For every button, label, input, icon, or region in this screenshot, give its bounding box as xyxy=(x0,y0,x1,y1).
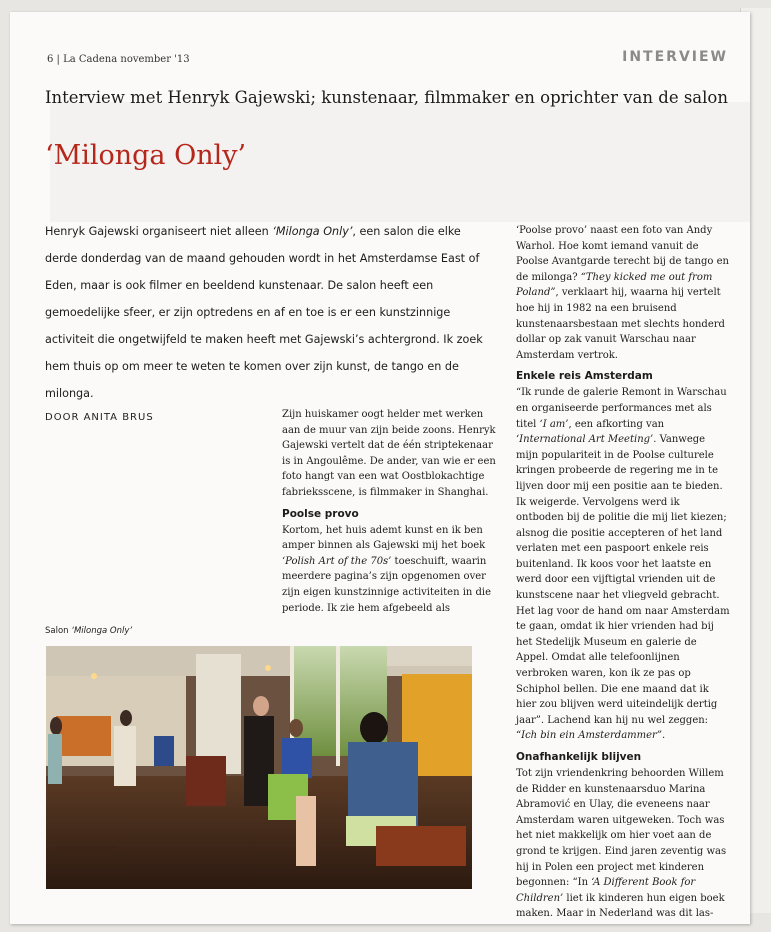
article-title: ‘Milonga Only’ xyxy=(45,140,247,171)
column-right xyxy=(516,223,730,922)
caption-salon-name: ‘Milonga Only’ xyxy=(71,626,133,636)
photo-caption xyxy=(45,626,132,636)
quote: “Ich bin ein Amsterdammer” xyxy=(516,730,662,742)
text-run: , verklaart hij, waarna hij vertelt hoe hij in 1982 na een bruisend kunstenaarsbestaan met slechts honderd dollar op zak vanuit Warschau naar Amsterdam vertrok. xyxy=(516,287,725,361)
paragraph xyxy=(516,223,730,363)
abbreviation-meaning: ‘International Art Meeting’ xyxy=(516,434,654,446)
column-middle xyxy=(282,407,496,616)
intro-salon-name: ‘Milonga Only’ xyxy=(272,225,353,238)
section-heading: Enkele reis Amsterdam xyxy=(516,370,653,383)
text-run: liet ik kinderen hun eigen boek maken. Maar in Nederland was dit las- xyxy=(516,892,725,920)
text-run: toeschuift, waarin meerdere pagina’s zijn opgenomen over zijn eigen kunstzinnige activiteiten in die periode. Ik zie hem afgebeeld als xyxy=(282,555,492,614)
section-heading: Onafhankelijk blijven xyxy=(516,751,642,763)
intro-text-2: , een salon die elke derde donderdag van de maand gehouden wordt in het Amsterdamse East of Eden, maar is ook filmer en beeldend kunstenaar. De salon heeft een gemoedelijke sfeer, er zijn optredens en af en toe is er een kunstzinnige activiteit die ongetwijfeld te maken heeft met Gajewski’s achtergrond. Ik zoek hem thuis op om meer te weten te komen over zijn kunst, de tango en de milonga. xyxy=(45,225,483,400)
intro-text-1: Henryk Gajewski organiseert niet alleen xyxy=(45,225,273,238)
intro-paragraph xyxy=(45,218,485,407)
section-label: INTERVIEW xyxy=(622,49,728,65)
article-subtitle: Interview met Henryk Gajewski; kunstenaar, filmmaker en oprichter van de salon xyxy=(45,88,728,107)
text-run: Kortom, het huis ademt kunst en ik ben amper binnen als Gajewski mij het boek xyxy=(282,524,486,552)
page-info: 6 | La Cadena november '13 xyxy=(47,54,190,65)
text-run: ‘Poolse provo’ naast een foto van Andy Warhol. Hoe komt iemand vanuit de Poolse Avantgarde terecht bij de tango en de milonga? xyxy=(516,225,729,283)
paragraph xyxy=(516,385,730,744)
text-run: , een afkorting van xyxy=(568,418,665,430)
paragraph: Zijn huiskamer oogt helder met werken aan de muur van zijn beide zoons. Henryk Gajewski vertelt dat de één striptekenaar is in Angoulême. De ander, van wie er een foto hangt van een wat Oostblokachtige fabrieksscene, is filmmaker in Shanghai. xyxy=(282,409,496,498)
quote: “They kicked me out from Poland” xyxy=(516,271,713,299)
byline: DOOR ANITA BRUS xyxy=(45,412,154,423)
paragraph xyxy=(282,523,496,617)
book-title: ‘Polish Art of the 70s’ xyxy=(282,555,392,567)
caption-prefix: Salon xyxy=(45,626,72,636)
performance-title: ‘I am’ xyxy=(539,418,569,430)
text-run: Tot zijn vriendenkring behoorden Willem de Ridder en kunstenaarsduo Marina Abramović en Ulay, die eveneens naar Amsterdam waren uitgeweken. Toch was het niet makkelijk om hier voet aan de grond te krijgen. Eind jaren zeventig was hij in Polen een project met kinderen begonnen: “In xyxy=(516,768,727,889)
section-heading: Poolse provo xyxy=(282,507,359,520)
text-run: . xyxy=(661,730,666,742)
text-run: . Vanwege mijn populariteit in de Poolse culturele kringen probeerde de regering me in te lijven door mij een positie aan te bieden. Ik weigerde. Vervolgens werd ik ontboden bij de politie die mij liet kiezen; alsnog die positie accepteren of het land verlaten met een paspoort enkele reis buitenland. Ik koos voor het laatste en werd door een vijftigtal vrienden uit de kunstscene naar het vliegveld gebracht. Het lag voor de hand om naar Amsterdam te gaan, omdat ik hier vrienden had bij het Stedelijk Museum en galerie de Appel. Omdat alle telefoonlijnen verbroken waren, kon ik ze pas op Schiphol bellen. Die ene maand dat ik hier zou blijven werd uiteindelijk dertig jaar”. Lachend kan hij nu wel zeggen: xyxy=(516,434,730,726)
paragraph xyxy=(516,766,730,922)
project-title: ‘A Different Book for Children’ xyxy=(516,877,696,904)
salon-photo-image xyxy=(46,646,472,889)
magazine-page xyxy=(10,12,750,924)
text-run: “Ik runde de galerie Remont in Warschau en organiseerde performances met als titel xyxy=(516,387,727,430)
salon-photo xyxy=(46,646,472,889)
